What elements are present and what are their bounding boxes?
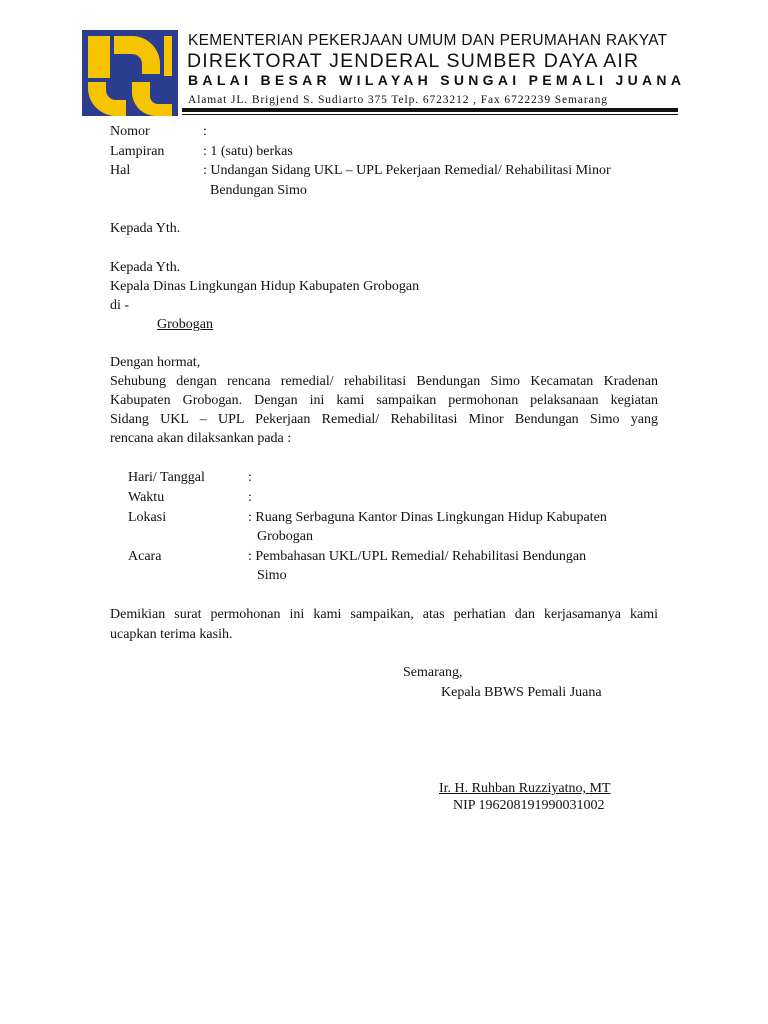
detail-value-location: : Ruang Serbaguna Kantor Dinas Lingkungan Hidup Kabupaten <box>248 510 607 525</box>
lampiran-label: Lampiran <box>110 144 165 159</box>
paragraph-line-3: Sidang UKL – UPL Pekerjaan Remedial/ Rehabilitasi Minor Bendungan Simo yang <box>110 412 658 427</box>
hal-label: Hal <box>110 163 131 178</box>
signature-position: Kepala BBWS Pemali Juana <box>441 685 602 700</box>
header-rule-thin <box>182 114 678 115</box>
ministry-logo <box>82 30 178 116</box>
nomor-label: Nomor <box>110 124 150 139</box>
detail-value-time: : <box>248 490 252 505</box>
recipient: Kepala Dinas Lingkungan Hidup Kabupaten Grobogan <box>110 279 420 294</box>
header-address: Alamat JL. Brigjend S. Sudiarto 375 Telp. 6723212 , Fax 6722239 Semarang <box>188 94 608 106</box>
closing-line-2: ucapkan terima kasih. <box>110 627 233 642</box>
paragraph-line-4: rencana akan dilaksankan pada : <box>110 431 292 446</box>
hal-value: : Undangan Sidang UKL – UPL Pekerjaan Remedial/ Rehabilitasi Minor <box>203 163 611 178</box>
paragraph-line-2: Kabupaten Grobogan. Dengan ini kami sampaikan permohonan pelaksanaan kegiatan <box>110 393 658 408</box>
closing-line-1: Demikian surat permohonan ini kami sampaikan, atas perhatian dan kerjasamanya kami <box>110 607 658 622</box>
detail-value-agenda: : Pembahasan UKL/UPL Remedial/ Rehabilitasi Bendungan <box>248 549 587 564</box>
di-line: di - <box>110 298 130 313</box>
detail-label-agenda: Acara <box>128 549 162 564</box>
detail-value-agenda-cont: Simo <box>257 568 287 583</box>
header-rule-thick <box>182 108 678 112</box>
paragraph-line-1: Sehubung dengan rencana remedial/ rehabilitasi Bendungan Simo Kecamatan Kradenan <box>110 374 658 389</box>
header-office: BALAI BESAR WILAYAH SUNGAI PEMALI JUANA <box>188 72 686 88</box>
signature-place: Semarang, <box>403 665 463 680</box>
greeting: Dengan hormat, <box>110 355 201 370</box>
kepada-yth-second: Kepada Yth. <box>110 260 181 275</box>
detail-label-time: Waktu <box>128 490 165 505</box>
lampiran-value: : 1 (satu) berkas <box>203 144 293 159</box>
kepada-yth-first: Kepada Yth. <box>110 221 181 236</box>
signatory-name: Ir. H. Ruhban Ruzziyatno, MT <box>439 781 611 796</box>
recipient-place: Grobogan <box>157 317 213 332</box>
header-directorate: DIREKTORAT JENDERAL SUMBER DAYA AIR <box>187 50 640 72</box>
signatory-nip: NIP 196208191990031002 <box>453 798 605 813</box>
detail-value-location-cont: Grobogan <box>257 529 313 544</box>
detail-value-date: : <box>248 470 252 485</box>
detail-label-location: Lokasi <box>128 510 167 525</box>
hal-value-cont: Bendungan Simo <box>210 183 307 198</box>
detail-label-date: Hari/ Tanggal <box>128 470 205 485</box>
header-ministry: KEMENTERIAN PEKERJAAN UMUM DAN PERUMAHAN RAKYAT <box>188 32 668 49</box>
nomor-value: : <box>203 124 207 139</box>
